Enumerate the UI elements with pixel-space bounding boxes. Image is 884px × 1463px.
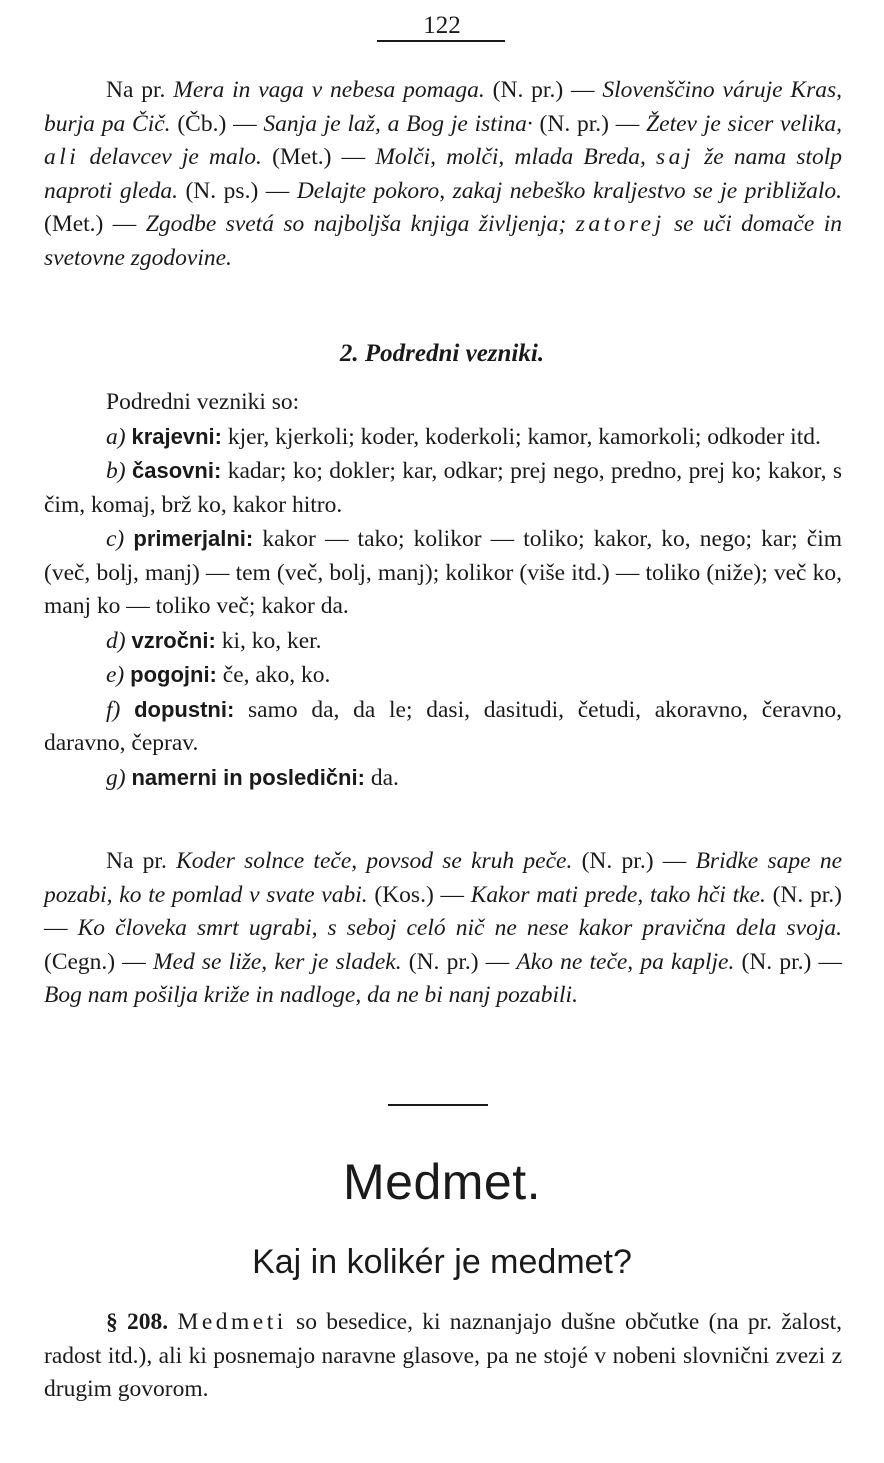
example-text: Bog nam pošilja križe in nadloge, da ne bi nanj pozabili. (44, 982, 578, 1008)
example-text: že nama stolp naproti gleda. (44, 144, 843, 204)
list-item (44, 420, 842, 455)
source-ref: (Cegn.) — (44, 948, 153, 975)
item-term: krajevni: (131, 423, 222, 449)
subheading: 2. Podredni vezniki. (339, 340, 545, 367)
item-term: vzročni: (131, 627, 216, 653)
list-item (44, 761, 842, 796)
example-text: Molči, molči, mlada Breda, (375, 144, 657, 170)
list-item (44, 624, 842, 659)
item-letter: c) (106, 526, 125, 552)
item-term: namerni in posledični: (131, 764, 365, 790)
example-text: se uči domače in svetovne zgodovine. (44, 211, 842, 271)
example-text: Ako ne teče, pa kaplje. (516, 948, 735, 975)
item-text: ki, ko, ker. (215, 627, 322, 654)
item-text: da. (364, 764, 399, 791)
source-ref: (N. pr.) — (401, 948, 517, 975)
section-title: Kaj in kolikér je medmet? (252, 1243, 632, 1281)
page-number: 122 (423, 12, 461, 39)
example-text: Sanja je laž, a Bog je istina· (263, 110, 533, 137)
item-letter: f) (106, 696, 121, 723)
list-item (44, 522, 842, 624)
paragraph-208 (44, 1306, 842, 1407)
source-ref: (N. pr.) — (572, 848, 696, 874)
item-letter: a) (106, 423, 126, 450)
example-text: delavcev je malo. (79, 144, 262, 170)
example-text: Med se liže, ker je sladek. (152, 948, 402, 975)
na-pr-label: Na pr. (106, 848, 167, 874)
section-sign: § 208. (106, 1309, 169, 1335)
item-term: primerjalni: (133, 526, 254, 551)
example-text: Mera in vaga v nebesa pomaga. (173, 77, 485, 103)
item-text: kakor — tako; kolikor — toliko; kakor, ko, nego; kar; čim (več, bolj, manj) — tem (več, bolj, manj); kolikor (više itd.) — toliko (niže); več ko, manj ko — toliko več; kakor da. (44, 526, 843, 619)
source-ref: (N. ps.) — (177, 177, 297, 204)
spaced-word: saj (656, 144, 694, 170)
source-ref: (Kos.) — (367, 881, 471, 908)
source-ref: (N. pr.) — (44, 881, 842, 941)
list-intro: Podredni vezniki so: (106, 389, 300, 415)
source-ref: (N. pr.) — (484, 77, 603, 103)
spaced-word: ali (44, 144, 80, 170)
chapter-title: Medmet. (342, 1154, 541, 1210)
item-text: če, ako, ko. (216, 662, 331, 688)
example-text: Žetev je sicer velika, (646, 110, 843, 137)
item-text: samo da, da le; dasi, dasitudi, četudi, akoravno, čeravno, daravno, čeprav. (44, 696, 843, 756)
item-letter: d) (106, 627, 126, 654)
examples-paragraph-2 (44, 845, 842, 1013)
conjunction-list (44, 386, 842, 795)
section-divider (388, 1104, 488, 1106)
item-term: dopustni: (134, 696, 235, 722)
source-ref: (N. pr.) — (532, 110, 647, 137)
list-item (44, 693, 842, 761)
item-letter: b) (106, 458, 126, 484)
example-text: Slovenščino váruje Kras, burja pa Čič. (44, 77, 843, 137)
item-term: časovni: (132, 458, 222, 483)
example-text: Bridke sape ne pozabi, ko te pomlad v svate vabi. (44, 848, 843, 908)
source-ref: (Čb.) — (170, 110, 264, 137)
paragraph-text: so besedice, ki naznanjajo dušne občutke (na pr. žalost, radost itd.), ali ki posnemajo naravne glasove, pa ne stojé v nobeni slovnični zvezi z drugim govorom. (44, 1309, 843, 1402)
examples-paragraph-1 (44, 74, 842, 275)
item-letter: g) (106, 764, 126, 791)
list-item (44, 454, 842, 522)
source-ref: (N. pr.) — (734, 948, 842, 975)
item-text: kadar; ko; dokler; kar, odkar; prej nego, predno, prej ko; kakor, s čim, komaj, brž ko, kakor hitro. (44, 458, 843, 518)
example-text: Ko človeka smrt ugrabi, s seboj celó nič ne nese kakor pravična dela svoja. (77, 915, 843, 941)
spaced-word: zatorej (575, 211, 665, 237)
item-text: kjer, kjerkoli; koder, koderkoli; kamor, kamorkoli; odkoder itd. (221, 423, 821, 450)
header-rule (377, 40, 505, 42)
example-text: Koder solnce teče, povsod se kruh peče. (176, 848, 573, 874)
na-pr-label: Na pr. (106, 77, 166, 103)
item-letter: e) (106, 662, 125, 688)
spaced-term: Medmeti (177, 1309, 287, 1335)
example-text: Kakor mati prede, tako hči tke. (470, 881, 766, 908)
source-ref: (Met.) — (261, 144, 376, 170)
example-text: Zgodbe svetá so najboljša knjiga življenja; (145, 211, 576, 237)
list-item (44, 658, 842, 693)
source-ref: (Met.) — (44, 211, 146, 237)
example-text: Delajte pokoro, zakaj nebeško kraljestvo se je približalo. (296, 177, 842, 204)
item-term: pogojni: (130, 662, 217, 687)
